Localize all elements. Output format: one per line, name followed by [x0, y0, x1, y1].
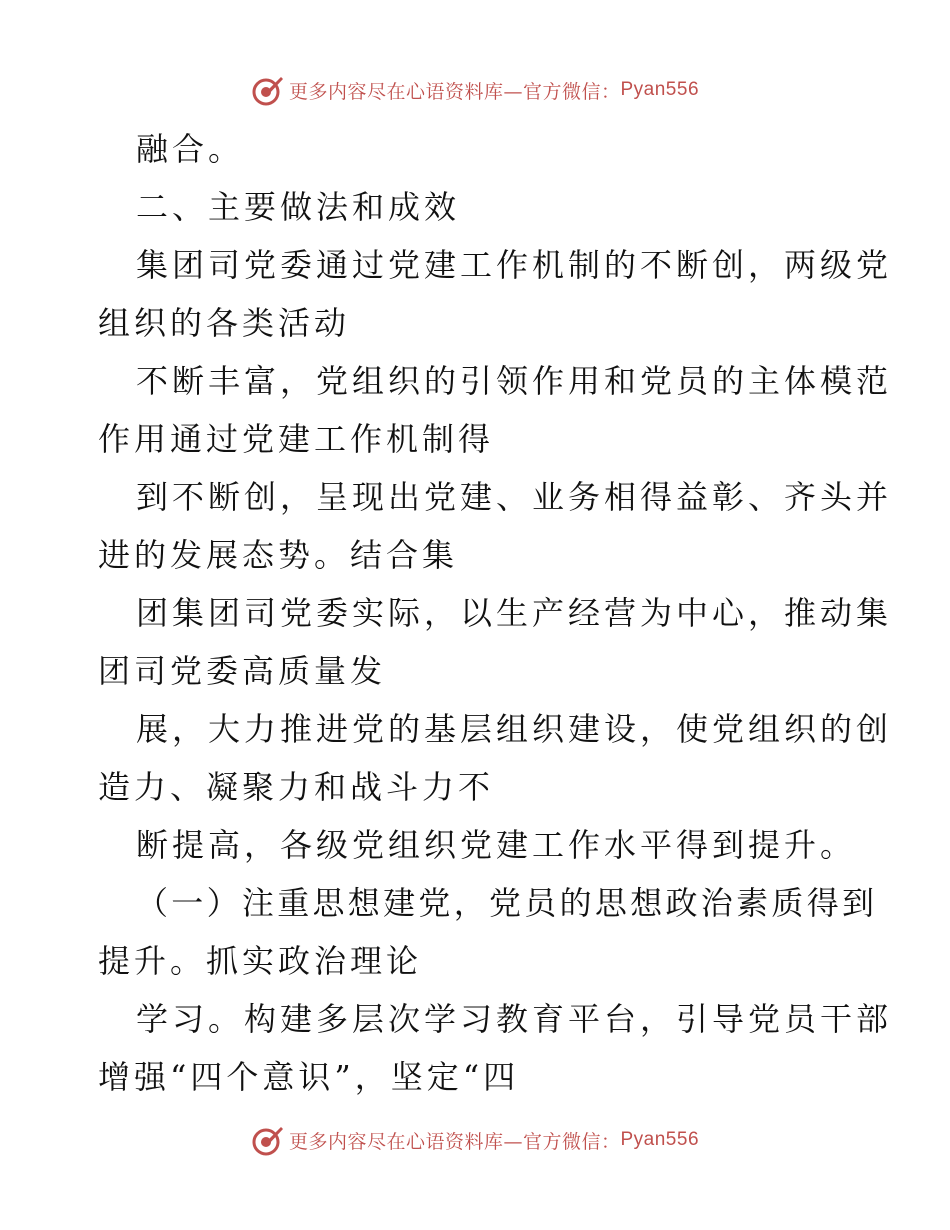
- text-line: 融合。: [136, 130, 245, 168]
- text-line: 组织的各类活动: [98, 304, 351, 342]
- watermark-wechat-id: Pyan556: [620, 1129, 700, 1150]
- text-line: 学习。构建多层次学习教育平台，引导党员干部: [136, 1000, 893, 1038]
- text-line: 展，大力推进党的基层组织建设，使党组织的创: [136, 710, 893, 748]
- watermark-text: 更多内容尽在心语资料库—官方微信：: [288, 80, 621, 103]
- header-watermark: [0, 70, 950, 110]
- watermark-text: 更多内容尽在心语资料库—官方微信：: [288, 1130, 621, 1153]
- text-line: 团集团司党委实际，以生产经营为中心，推动集: [136, 594, 893, 632]
- document-body: [98, 120, 893, 1106]
- text-line: 团司党委高质量发: [98, 652, 387, 690]
- text-line: 进的发展态势。结合集: [98, 536, 459, 574]
- text-line: 集团司党委通过党建工作机制的不断创，两级党: [136, 246, 893, 284]
- text-line: 作用通过党建工作机制得: [98, 420, 495, 458]
- text-line: 增强“四个意识”，坚定“四: [98, 1058, 520, 1096]
- subsection-heading: （一）注重思想建党，党员的思想政治素质得到: [136, 884, 878, 922]
- watermark-wechat-id: Pyan556: [620, 79, 700, 100]
- text-line: 提升。抓实政治理论: [98, 942, 423, 980]
- text-line: 造力、凝聚力和战斗力不: [98, 768, 495, 806]
- quill-logo-icon: [251, 73, 285, 107]
- text-line: 到不断创，呈现出党建、业务相得益彰、齐头并: [136, 478, 893, 516]
- footer-watermark: [0, 1120, 950, 1160]
- section-heading: 二、主要做法和成效: [136, 188, 461, 226]
- text-line: 断提高，各级党组织党建工作水平得到提升。: [136, 826, 857, 864]
- quill-logo-icon: [251, 1123, 285, 1157]
- text-line: 不断丰富，党组织的引领作用和党员的主体模范: [136, 362, 893, 400]
